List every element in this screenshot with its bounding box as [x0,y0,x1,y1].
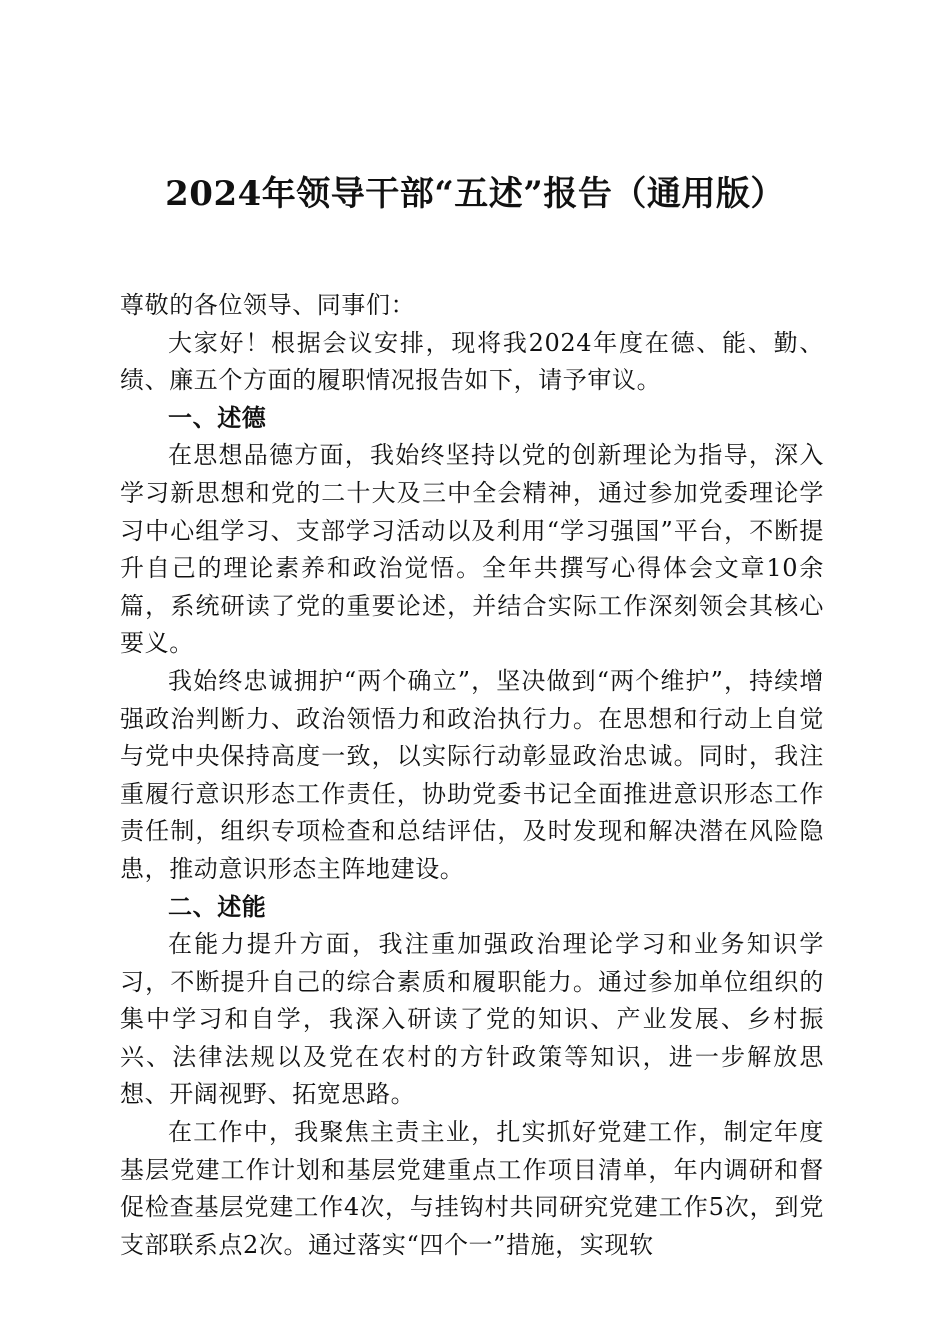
paragraph-morality-1: 在思想品德方面，我始终坚持以党的创新理论为指导，深入学习新思想和党的二十大及三中全会精神，通过参加党委理论学习中心组学习、支部学习活动以及利用“学习强国”平台，不断提升自己的理论素养和政治觉悟。全年共撰写心得体会文章10余篇，系统研读了党的重要论述，并结合实际工作深刻领会其核心要义。 [120,441,824,658]
salutation: 尊敬的各位领导、同事们： [120,291,416,319]
section-heading-morality: 一、述德 [168,403,267,432]
document-body [120,287,824,1264]
paragraph-morality-2: 我始终忠诚拥护“两个确立”，坚决做到“两个维护”，持续增强政治判断力、政治领悟力和政治执行力。在思想和行动上自觉与党中央保持高度一致，以实际行动彰显政治忠诚。同时，我注重履行意识形态工作责任，协助党委书记全面推进意识形态工作责任制，组织专项检查和总结评估，及时发现和解决潜在风险隐患，推动意识形态主阵地建设。 [120,666,824,883]
section-heading-ability: 二、述能 [168,892,267,921]
paragraph-greeting: 大家好！根据会议安排，现将我2024年度在德、能、勤、绩、廉五个方面的履职情况报告如下，请予审议。 [120,328,824,395]
paragraph-ability-1: 在能力提升方面，我注重加强政治理论学习和业务知识学习，不断提升自己的综合素质和履职能力。通过参加单位组织的集中学习和自学，我深入研读了党的知识、产业发展、乡村振兴、法律法规以及党在农村的方针政策等知识，进一步解放思想、开阔视野、拓宽思路。 [120,930,824,1109]
document-title: 2024年领导干部“五述”报告（通用版） [165,174,785,214]
paragraph-ability-2: 在工作中，我聚焦主责主业，扎实抓好党建工作，制定年度基层党建工作计划和基层党建重点工作项目清单，年内调研和督促检查基层党建工作4次，与挂钩村共同研究党建工作5次，到党支部联系点2次。通过落实“四个一”措施，实现软 [120,1118,824,1259]
